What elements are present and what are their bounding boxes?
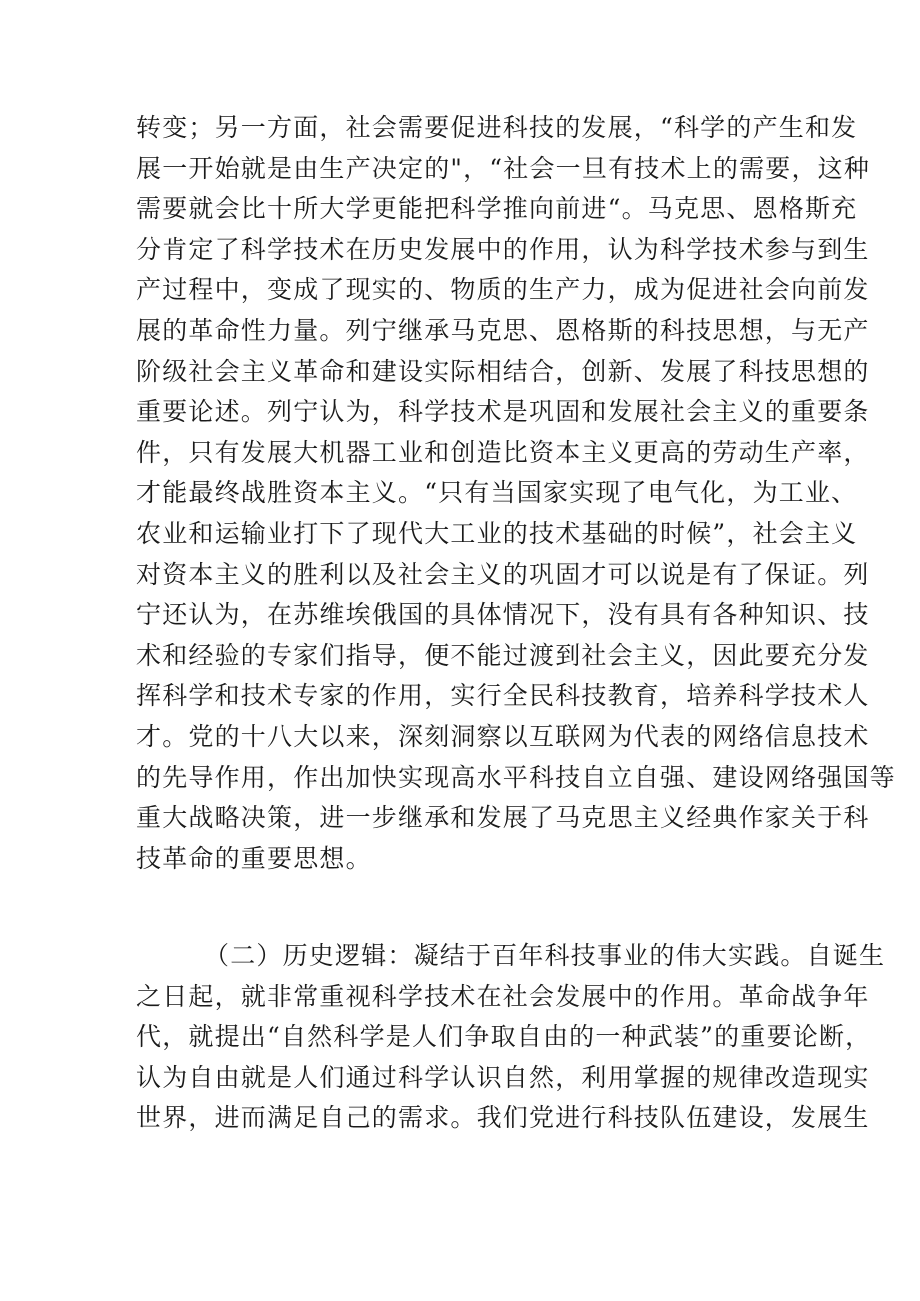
section-heading-line: （二）历史逻辑：凝结于百年科技事业的伟大实践。自诞生 xyxy=(204,941,886,970)
text-line: 分肯定了科学技术在历史发展中的作用，认为科学技术参与到生 xyxy=(136,234,870,264)
text-line: 展的革命性力量。列宁继承马克思、恩格斯的科技思想，与无产 xyxy=(136,315,870,345)
text-line: 才能最终战胜资本主义。“只有当国家实现了电气化，为工业、 xyxy=(136,478,858,508)
paragraph-2 xyxy=(136,936,886,1139)
text-line: 产过程中，变成了现实的、物质的生产力，成为促进社会向前发 xyxy=(136,275,870,305)
text-line: 转变；另一方面，社会需要促进科技的发展，“科学的产生和发 xyxy=(136,113,858,142)
text-line: 之日起，就非常重视科学技术在社会发展中的作用。革命战争年 xyxy=(136,981,870,1011)
text-line: 重大战略决策，进一步继承和发展了马克思主义经典作家关于科 xyxy=(136,803,870,833)
text-line: 展一开始就是由生产决定的"，“社会一旦有技术上的需要，这种 xyxy=(136,153,871,183)
text-line: 重要论述。列宁认为，科学技术是巩固和发展社会主义的重要条 xyxy=(136,397,870,427)
text-line: 才。党的十八大以来，深刻洞察以互联网为代表的网络信息技术 xyxy=(136,721,870,751)
text-line: 件，只有发展大机器工业和创造比资本主义更高的劳动生产率， xyxy=(136,437,870,467)
text-line: 对资本主义的胜利以及社会主义的巩固才可以说是有了保证。列 xyxy=(136,559,870,589)
text-line: 阶级社会主义革命和建设实际相结合，创新、发展了科技思想的 xyxy=(136,356,870,386)
text-line: 需要就会比十所大学更能把科学推向前进“。马克思、恩格斯充 xyxy=(136,194,858,224)
text-line: 的先导作用，作出加快实现高水平科技自立自强、建设网络强国等 xyxy=(136,762,896,792)
text-line: 挥科学和技术专家的作用，实行全民科技教育，培养科学技术人 xyxy=(136,681,870,711)
text-line: 认为自由就是人们通过科学认识自然，利用掌握的规律改造现实 xyxy=(136,1062,870,1092)
text-line: 术和经验的专家们指导，便不能过渡到社会主义，因此要充分发 xyxy=(136,640,870,670)
text-line: 技革命的重要思想。 xyxy=(136,843,372,873)
text-line: 农业和运输业打下了现代大工业的技术基础的时候”，社会主义 xyxy=(136,518,858,548)
text-line: 代，就提出“自然科学是人们争取自由的一种武装”的重要论断， xyxy=(136,1022,872,1052)
text-line: 宁还认为，在苏维埃俄国的具体情况下，没有具有各种知识、技 xyxy=(136,600,870,630)
text-line: 世界，进而满足自己的需求。我们党进行科技队伍建设，发展生 xyxy=(136,1103,870,1133)
paragraph-1 xyxy=(136,108,896,879)
